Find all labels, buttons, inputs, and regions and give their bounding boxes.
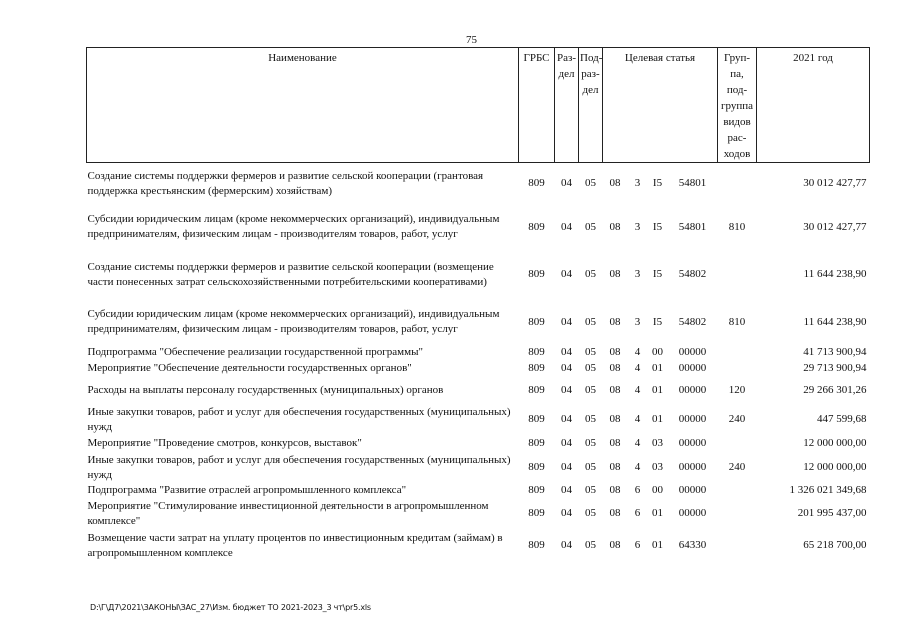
- row-target-subprogram: 4: [634, 362, 641, 374]
- row-target-event: 01: [652, 413, 663, 425]
- row-target-program: 08: [609, 384, 621, 396]
- row-subsection: 05: [585, 362, 596, 374]
- row-target-direction: 54802: [678, 315, 707, 328]
- row-section: 04: [561, 315, 572, 328]
- row-target-direction: 00000: [678, 507, 707, 519]
- row-grbs: 809: [528, 315, 545, 328]
- row-target-event: 01: [652, 539, 663, 551]
- row-subsection: 05: [585, 384, 596, 396]
- row-name: Создание системы поддержки фермеров и развитие сельской кооперации (грантовая поддержка крестьянским (фермерским) хозяйствам): [87, 169, 484, 197]
- table-body: [87, 163, 870, 563]
- header-expense-group: Груп- па, под- группа видов рас- ходов: [718, 48, 757, 163]
- page-number: 75: [466, 34, 477, 46]
- row-name: Мероприятие "Проведение смотров, конкурсов, выставок": [87, 437, 362, 449]
- row-target-direction: 54801: [678, 177, 707, 190]
- table-row: [87, 205, 870, 250]
- row-target-program: 08: [609, 461, 621, 473]
- row-amount: 11 644 238,90: [803, 315, 867, 328]
- row-section: 04: [561, 220, 572, 233]
- row-name: Субсидии юридическим лицам (кроме некоммерческих организаций), индивидуальным предпринимателям, физическим лицам - производителям товаров, работ, услуг: [87, 308, 500, 335]
- row-section: 04: [561, 346, 572, 358]
- row-grbs: 809: [528, 413, 545, 425]
- row-target-subprogram: 3: [634, 315, 641, 328]
- row-amount: 447 599,68: [817, 413, 867, 425]
- row-section: 04: [561, 437, 572, 449]
- row-section: 04: [561, 507, 572, 519]
- row-amount: 65 218 700,00: [803, 539, 867, 551]
- row-expense-group: 120: [728, 384, 746, 396]
- row-name: Иные закупки товаров, работ и услуг для обеспечения государственных (муниципальных) нужд: [87, 453, 511, 481]
- table-row: [87, 435, 870, 453]
- row-target-subprogram: 4: [634, 346, 641, 358]
- row-grbs: 809: [528, 539, 545, 551]
- row-section: 04: [561, 177, 572, 190]
- row-target-subprogram: 3: [634, 268, 641, 280]
- row-section: 04: [561, 413, 572, 425]
- row-target-event: 03: [652, 437, 663, 449]
- row-expense-group: [718, 361, 757, 377]
- row-target-subprogram: 3: [634, 177, 641, 190]
- row-target-subprogram: 6: [634, 484, 641, 496]
- row-grbs: 809: [528, 362, 545, 374]
- row-target-program: 08: [609, 437, 621, 449]
- row-target-program: 08: [609, 268, 621, 280]
- row-section: 04: [561, 362, 572, 374]
- row-target-subprogram: 3: [634, 220, 641, 233]
- row-expense-group: [718, 483, 757, 499]
- row-section: 04: [561, 461, 572, 473]
- table-row: [87, 529, 870, 563]
- row-target-direction: 54802: [678, 268, 707, 280]
- row-name: Возмещение части затрат на уплату процентов по инвестиционным кредитам (займам) в агропромышленном комплексе: [87, 531, 503, 559]
- row-name: Создание системы поддержки фермеров и развитие сельской кооперации (возмещение части понесенных затрат сельскохозяйственными потребительскими кооперативами): [87, 260, 494, 288]
- row-target-event: 01: [652, 507, 663, 519]
- header-name: Наименование: [87, 48, 519, 163]
- footer-file-path: D:\Г\Д7\2021\ЗАКОНЫ\ЗАС_27\Изм. бюджет ТО 2021-2023_3 чт\pr5.xls: [90, 603, 371, 612]
- row-expense-group: 240: [728, 461, 746, 473]
- row-expense-group: [718, 250, 757, 300]
- row-grbs: 809: [528, 461, 545, 473]
- row-expense-group: [718, 529, 757, 563]
- row-subsection: 05: [585, 539, 596, 551]
- row-amount: 1 326 021 349,68: [789, 484, 867, 496]
- row-section: 04: [561, 484, 572, 496]
- table-row: [87, 377, 870, 405]
- row-name: Мероприятие "Обеспечение деятельности государственных органов": [87, 362, 412, 374]
- row-amount: 30 012 427,77: [803, 220, 867, 233]
- table-row: [87, 453, 870, 483]
- row-grbs: 809: [528, 220, 545, 233]
- row-subsection: 05: [585, 220, 596, 233]
- row-subsection: 05: [585, 315, 596, 328]
- header-grbs: ГРБС: [519, 48, 555, 163]
- row-target-program: 08: [609, 413, 621, 425]
- row-grbs: 809: [528, 346, 545, 358]
- row-target-direction: 00000: [678, 437, 707, 449]
- table-row: [87, 345, 870, 361]
- row-target-event: I5: [652, 220, 663, 233]
- row-target-subprogram: 6: [634, 507, 641, 519]
- row-amount: 30 012 427,77: [803, 177, 867, 190]
- row-grbs: 809: [528, 437, 545, 449]
- table-row: [87, 361, 870, 377]
- row-target-event: 03: [652, 461, 663, 473]
- header-section: Раз- дел: [555, 48, 579, 163]
- row-target-direction: 00000: [678, 413, 707, 425]
- row-subsection: 05: [585, 484, 596, 496]
- row-expense-group: [718, 163, 757, 205]
- row-target-program: 08: [609, 539, 621, 551]
- row-target-program: 08: [609, 315, 621, 328]
- row-target-subprogram: 6: [634, 539, 641, 551]
- row-subsection: 05: [585, 461, 596, 473]
- row-target-subprogram: 4: [634, 461, 641, 473]
- row-target-direction: 00000: [678, 346, 707, 358]
- row-target-event: I5: [652, 177, 663, 190]
- row-amount: 29 713 900,94: [803, 362, 867, 374]
- table-row: [87, 250, 870, 300]
- row-subsection: 05: [585, 507, 596, 519]
- row-target-direction: 00000: [678, 461, 707, 473]
- row-name: Мероприятие "Стимулирование инвестиционной деятельности в агропромышленном комплексе": [87, 499, 489, 527]
- row-target-direction: 00000: [678, 484, 707, 496]
- row-expense-group: [718, 435, 757, 453]
- row-grbs: 809: [528, 384, 545, 396]
- row-target-direction: 00000: [678, 384, 707, 396]
- row-section: 04: [561, 384, 572, 396]
- row-expense-group: 810: [728, 220, 746, 233]
- row-target-program: 08: [609, 220, 621, 233]
- row-amount: 29 266 301,26: [803, 384, 867, 396]
- row-target-event: 01: [652, 362, 663, 374]
- row-target-program: 08: [609, 362, 621, 374]
- row-target-event: I5: [652, 315, 663, 328]
- table-row: [87, 499, 870, 529]
- budget-table: [86, 47, 870, 563]
- row-subsection: 05: [585, 177, 596, 190]
- row-target-program: 08: [609, 177, 621, 190]
- row-target-subprogram: 4: [634, 413, 641, 425]
- row-subsection: 05: [585, 346, 596, 358]
- row-name: Подпрограмма "Развитие отраслей агропромышленного комплекса": [87, 484, 407, 496]
- row-target-program: 08: [609, 346, 621, 358]
- row-target-event: 01: [652, 384, 663, 396]
- header-target-article: Целевая статья: [603, 48, 718, 163]
- table-row: [87, 300, 870, 345]
- row-amount: 201 995 437,00: [797, 507, 867, 519]
- row-expense-group: 240: [728, 413, 746, 425]
- row-name: Расходы на выплаты персоналу государственных (муниципальных) органов: [87, 384, 444, 396]
- row-grbs: 809: [528, 484, 545, 496]
- row-target-direction: 54801: [678, 220, 707, 233]
- row-target-subprogram: 4: [634, 437, 641, 449]
- row-grbs: 809: [528, 268, 545, 280]
- row-target-event: 00: [652, 346, 663, 358]
- row-grbs: 809: [528, 177, 545, 190]
- row-target-event: I5: [652, 268, 663, 280]
- table-header-row: [87, 48, 870, 163]
- row-expense-group: [718, 499, 757, 529]
- row-grbs: 809: [528, 507, 545, 519]
- row-section: 04: [561, 268, 572, 280]
- header-subsection: Под- раз- дел: [579, 48, 603, 163]
- row-target-direction: 64330: [678, 539, 707, 551]
- row-amount: 41 713 900,94: [803, 346, 867, 358]
- row-section: 04: [561, 539, 572, 551]
- row-expense-group: [718, 345, 757, 361]
- row-target-program: 08: [609, 484, 621, 496]
- row-amount: 12 000 000,00: [803, 461, 867, 473]
- row-expense-group: 810: [728, 315, 746, 328]
- row-amount: 12 000 000,00: [803, 437, 867, 449]
- row-target-subprogram: 4: [634, 384, 641, 396]
- row-amount: 11 644 238,90: [803, 268, 867, 280]
- header-year-2021: 2021 год: [757, 48, 870, 163]
- row-subsection: 05: [585, 413, 596, 425]
- row-target-event: 00: [652, 484, 663, 496]
- row-name: Субсидии юридическим лицам (кроме некоммерческих организаций), индивидуальным предпринимателям, физическим лицам - производителям товаров, работ, услуг: [87, 213, 500, 240]
- table-row: [87, 163, 870, 205]
- row-target-direction: 00000: [678, 362, 707, 374]
- row-subsection: 05: [585, 268, 596, 280]
- table-row: [87, 405, 870, 435]
- table-row: [87, 483, 870, 499]
- row-subsection: 05: [585, 437, 596, 449]
- row-name: Подпрограмма "Обеспечение реализации государственной программы": [87, 346, 423, 358]
- row-target-program: 08: [609, 507, 621, 519]
- row-name: Иные закупки товаров, работ и услуг для обеспечения государственных (муниципальных) нужд: [87, 405, 511, 433]
